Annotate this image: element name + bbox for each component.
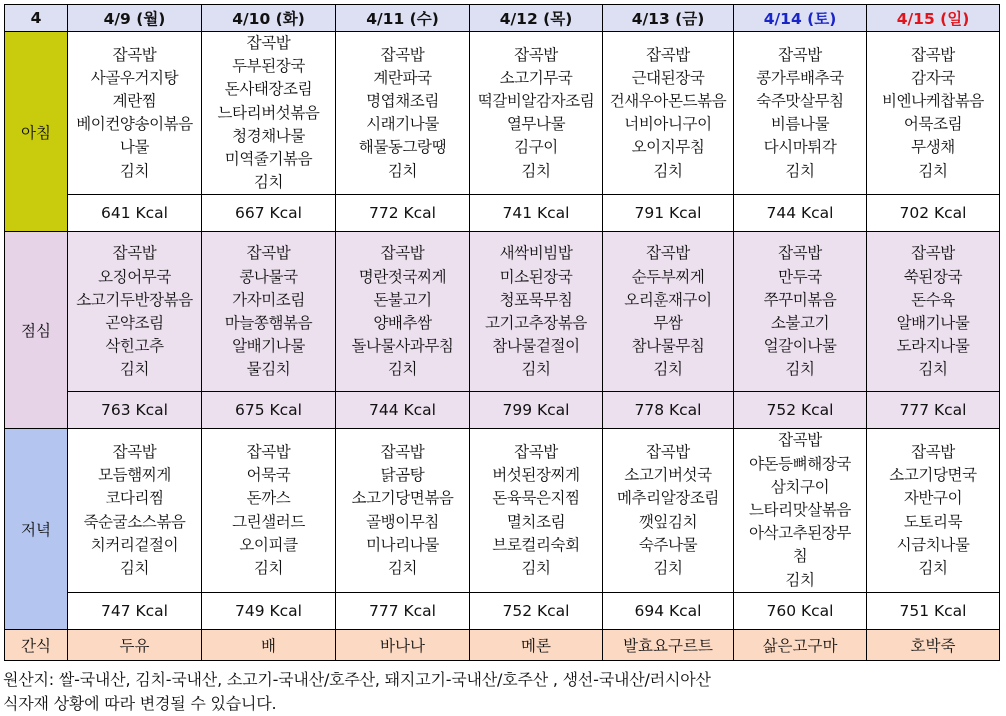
snack-row [5, 629, 1000, 660]
lunch-menu-cell [734, 232, 867, 392]
menu-item: 김구이 [514, 138, 558, 157]
menu-item: 어묵조림 [903, 115, 963, 134]
dinner-menu-cell [336, 429, 470, 592]
menu-item: 무생채 [911, 138, 955, 157]
menu-item: 가자미조림 [232, 290, 305, 309]
breakfast-menu-row [5, 32, 1000, 195]
menu-item: 오이지무침 [631, 138, 705, 157]
menu-item: 김치 [387, 161, 418, 180]
breakfast-kcal: 702 Kcal [867, 195, 1000, 232]
menu-item: 돈까스 [246, 489, 291, 508]
menu-item: 김치 [387, 559, 418, 578]
menu-item: 두부된장국 [232, 57, 305, 76]
day-header: 4/13 (금) [603, 5, 734, 32]
menu-item: 고기고추장볶음 [484, 313, 587, 332]
dinner-kcal: 777 Kcal [336, 592, 470, 629]
menu-item: 만두국 [778, 267, 822, 286]
menu-item: 알배기나물 [232, 337, 305, 356]
menu-item: 깻잎김치 [638, 512, 698, 531]
menu-item: 청경채나물 [232, 126, 305, 145]
day-header: 4/9 (월) [68, 5, 202, 32]
menu-item: 김치 [918, 161, 948, 180]
menu-item: 김치 [253, 173, 284, 192]
menu-item: 야돈등뼈해장국 [748, 454, 851, 473]
footnotes [3, 668, 711, 716]
breakfast-kcal: 667 Kcal [202, 195, 336, 232]
breakfast-menu-cell [202, 32, 336, 195]
lunch-menu-row [5, 232, 1000, 392]
menu-item: 김치 [119, 559, 150, 578]
menu-item: 잡곡밥 [246, 244, 291, 263]
menu-item: 소고기무국 [499, 68, 573, 87]
dinner-label: 저녁 [5, 429, 68, 629]
menu-item: 마늘쫑햄볶음 [224, 313, 313, 332]
menu-item: 비름나물 [770, 115, 830, 134]
breakfast-menu-cell [470, 32, 603, 195]
menu-item: 느타리맛살볶음 [748, 501, 851, 520]
menu-item: 곤약조림 [105, 313, 164, 332]
snack-cell: 발효요구르트 [603, 629, 734, 660]
snack-cell: 배 [202, 629, 336, 660]
day-header-sunday: 4/15 (일) [867, 5, 1000, 32]
menu-item: 소불고기 [770, 313, 830, 332]
lunch-kcal: 799 Kcal [470, 392, 603, 429]
breakfast-kcal: 741 Kcal [470, 195, 603, 232]
breakfast-kcal: 744 Kcal [734, 195, 867, 232]
lunch-menu-cell [202, 232, 336, 392]
snack-cell: 호박죽 [867, 629, 1000, 660]
menu-item: 잡곡밥 [646, 443, 690, 462]
menu-item: 미소된장국 [499, 267, 573, 286]
menu-item: 김치 [653, 559, 683, 578]
menu-item: 건새우아몬드볶음 [609, 92, 727, 110]
dinner-menu-cell [68, 429, 202, 592]
lunch-menu-cell [867, 232, 1000, 392]
menu-item: 김치 [785, 161, 815, 180]
menu-item: 모듬햄찌게 [98, 466, 171, 485]
menu-item: 김치 [653, 161, 683, 180]
menu-item: 김치 [653, 360, 683, 379]
breakfast-menu-cell [734, 32, 867, 195]
menu-item: 메추리알장조림 [616, 489, 719, 508]
menu-item: 잡곡밥 [911, 244, 955, 263]
menu-item: 해물동그랑땡 [358, 138, 447, 157]
menu-item: 잡곡밥 [911, 45, 955, 64]
menu-item: 잡곡밥 [778, 45, 822, 64]
lunch-kcal-row [5, 392, 1000, 429]
dinner-menu-cell [603, 429, 734, 592]
lunch-kcal: 675 Kcal [202, 392, 336, 429]
menu-item: 잡곡밥 [514, 443, 558, 462]
menu-item: 잡곡밥 [380, 443, 425, 462]
menu-item: 근대된장국 [631, 68, 705, 87]
menu-item: 어묵국 [246, 466, 291, 485]
menu-item: 잡곡밥 [112, 244, 157, 263]
menu-item: 잡곡밥 [112, 443, 157, 462]
menu-item: 잡곡밥 [246, 34, 291, 52]
menu-item: 김치 [918, 360, 948, 379]
menu-item: 잡곡밥 [380, 244, 425, 263]
menu-item: 감자국 [911, 68, 955, 87]
menu-item: 김치 [119, 360, 150, 379]
menu-item: 잡곡밥 [514, 45, 558, 64]
dinner-menu-cell [867, 429, 1000, 592]
lunch-menu-cell [68, 232, 202, 392]
menu-item: 시금치나물 [896, 535, 970, 554]
breakfast-kcal: 641 Kcal [68, 195, 202, 232]
menu-item: 양배추쌈 [373, 313, 432, 332]
menu-item: 골뱅이무침 [366, 512, 439, 531]
menu-item: 그린샐러드 [232, 512, 305, 531]
menu-item: 쭈꾸미볶음 [763, 290, 837, 309]
dinner-menu-row [5, 429, 1000, 592]
menu-item: 브로컬리숙회 [492, 535, 580, 554]
menu-item: 미역줄기볶음 [224, 150, 313, 169]
menu-item: 김치 [785, 360, 815, 379]
menu-item: 순두부찌게 [631, 267, 705, 286]
menu-item: 오이피클 [239, 535, 298, 554]
menu-item: 숙주나물 [638, 535, 698, 554]
menu-item: 침 [792, 547, 808, 566]
menu-item: 참나물겉절이 [492, 337, 580, 356]
menu-item: 오리훈재구이 [624, 290, 712, 309]
lunch-kcal: 763 Kcal [68, 392, 202, 429]
day-header: 4/10 (화) [202, 5, 336, 32]
menu-item: 소고기당면볶음 [351, 489, 454, 508]
menu-item: 쑥된장국 [903, 267, 963, 286]
snack-cell: 삶은고구마 [734, 629, 867, 660]
header-row [5, 5, 1000, 32]
menu-item: 무쌈 [653, 313, 683, 332]
lunch-kcal: 778 Kcal [603, 392, 734, 429]
menu-item: 김치 [521, 360, 551, 379]
menu-item: 김치 [918, 559, 948, 578]
menu-item: 청포묵무침 [499, 290, 573, 309]
breakfast-label: 아침 [5, 32, 68, 232]
menu-item: 참나물무침 [631, 337, 705, 356]
menu-item: 명란젓국찌게 [358, 267, 447, 286]
menu-item: 잡곡밥 [911, 443, 955, 462]
menu-item: 김치 [253, 559, 284, 578]
day-header: 4/11 (수) [336, 5, 470, 32]
menu-item: 도토리묵 [903, 512, 963, 531]
month-cell: 4 [5, 5, 68, 32]
dinner-menu-cell [202, 429, 336, 592]
breakfast-menu-cell [68, 32, 202, 195]
menu-item: 아삭고추된장무 [748, 524, 851, 543]
menu-item: 멸치조림 [506, 512, 566, 531]
menu-item: 새싹비빔밥 [499, 244, 573, 263]
snack-cell: 메론 [470, 629, 603, 660]
weekly-meal-table [4, 4, 1000, 661]
lunch-kcal: 752 Kcal [734, 392, 867, 429]
breakfast-kcal: 791 Kcal [603, 195, 734, 232]
menu-item: 버섯된장찌게 [492, 466, 580, 485]
dinner-kcal: 749 Kcal [202, 592, 336, 629]
change-disclaimer: 식자재 상황에 따라 변경될 수 있습니다. [3, 694, 277, 713]
lunch-menu-cell [603, 232, 734, 392]
menu-item: 오징어무국 [98, 267, 171, 286]
menu-item: 숙주맛살무침 [756, 92, 844, 110]
snack-cell: 바나나 [336, 629, 470, 660]
menu-item: 잡곡밥 [646, 45, 690, 64]
lunch-label: 점심 [5, 232, 68, 429]
menu-item: 코다리찜 [105, 489, 164, 508]
day-header-saturday: 4/14 (토) [734, 5, 867, 32]
menu-item: 닭곰탕 [380, 466, 425, 485]
snack-cell: 두유 [68, 629, 202, 660]
dinner-kcal: 747 Kcal [68, 592, 202, 629]
menu-item: 잡곡밥 [778, 431, 822, 450]
menu-item: 콩나물국 [239, 267, 298, 286]
menu-item: 돌나물사과무침 [351, 337, 454, 356]
menu-item: 돈수육 [911, 290, 955, 309]
menu-item: 김치 [119, 161, 150, 180]
menu-item: 잡곡밥 [112, 45, 157, 64]
dinner-kcal: 752 Kcal [470, 592, 603, 629]
menu-item: 얼갈이나물 [763, 337, 837, 356]
lunch-kcal: 744 Kcal [336, 392, 470, 429]
menu-item: 미나리나물 [366, 535, 439, 554]
dinner-kcal: 694 Kcal [603, 592, 734, 629]
menu-item: 김치 [521, 161, 551, 180]
menu-item: 삭힌고추 [105, 337, 164, 356]
breakfast-kcal: 772 Kcal [336, 195, 470, 232]
lunch-kcal: 777 Kcal [867, 392, 1000, 429]
breakfast-menu-cell [867, 32, 1000, 195]
menu-item: 돈육묵은지찜 [492, 489, 580, 508]
origin-note: 원산지: 쌀-국내산, 김치-국내산, 소고기-국내산/호주산, 돼지고기-국내산/호주산 , 생선-국내산/러시아산 [3, 670, 711, 689]
menu-item: 나물 [119, 138, 150, 157]
menu-item: 김치 [387, 360, 418, 379]
menu-item: 김치 [785, 570, 815, 589]
menu-item: 소고기두반장볶음 [76, 290, 193, 309]
menu-item: 비엔나케찹볶음 [881, 92, 984, 110]
menu-item: 물김치 [246, 360, 291, 379]
menu-item: 치커리겉절이 [90, 535, 179, 554]
menu-item: 잡곡밥 [646, 244, 690, 263]
menu-item: 너비아니구이 [624, 115, 712, 134]
menu-item: 돈불고기 [373, 290, 432, 309]
breakfast-menu-cell [336, 32, 470, 195]
dinner-kcal: 760 Kcal [734, 592, 867, 629]
menu-item: 돈사태장조림 [224, 80, 313, 99]
menu-item: 알배기나물 [896, 313, 970, 332]
snack-label: 간식 [5, 629, 68, 660]
menu-item: 열무나물 [506, 115, 566, 134]
menu-item: 느타리버섯볶음 [217, 103, 320, 122]
menu-item: 삼치구이 [770, 477, 830, 496]
menu-item: 콩가루배추국 [756, 68, 844, 87]
menu-item: 시래기나물 [366, 115, 439, 134]
menu-item: 자반구이 [903, 489, 963, 508]
breakfast-menu-cell [603, 32, 734, 195]
menu-item: 잡곡밥 [778, 244, 822, 263]
menu-item: 계란찜 [112, 92, 157, 110]
dinner-kcal: 751 Kcal [867, 592, 1000, 629]
dinner-kcal-row [5, 592, 1000, 629]
menu-item: 사골우거지탕 [90, 68, 179, 87]
menu-item: 떡갈비알감자조림 [477, 92, 595, 110]
menu-item: 소고기당면국 [889, 466, 977, 485]
lunch-menu-cell [470, 232, 603, 392]
dinner-menu-cell [734, 429, 867, 592]
menu-item: 도라지나물 [896, 337, 970, 356]
dinner-menu-cell [470, 429, 603, 592]
menu-item: 명엽채조림 [366, 92, 439, 110]
lunch-menu-cell [336, 232, 470, 392]
menu-item: 김치 [521, 559, 551, 578]
menu-item: 베이컨양송이볶음 [76, 115, 193, 134]
menu-item: 계란파국 [373, 68, 432, 87]
menu-item: 소고기버섯국 [624, 466, 712, 485]
menu-item: 다시마튀각 [763, 138, 837, 157]
breakfast-kcal-row [5, 195, 1000, 232]
menu-item: 잡곡밥 [246, 443, 291, 462]
day-header: 4/12 (목) [470, 5, 603, 32]
menu-item: 죽순굴소스볶음 [83, 512, 186, 531]
menu-item: 잡곡밥 [380, 45, 425, 64]
